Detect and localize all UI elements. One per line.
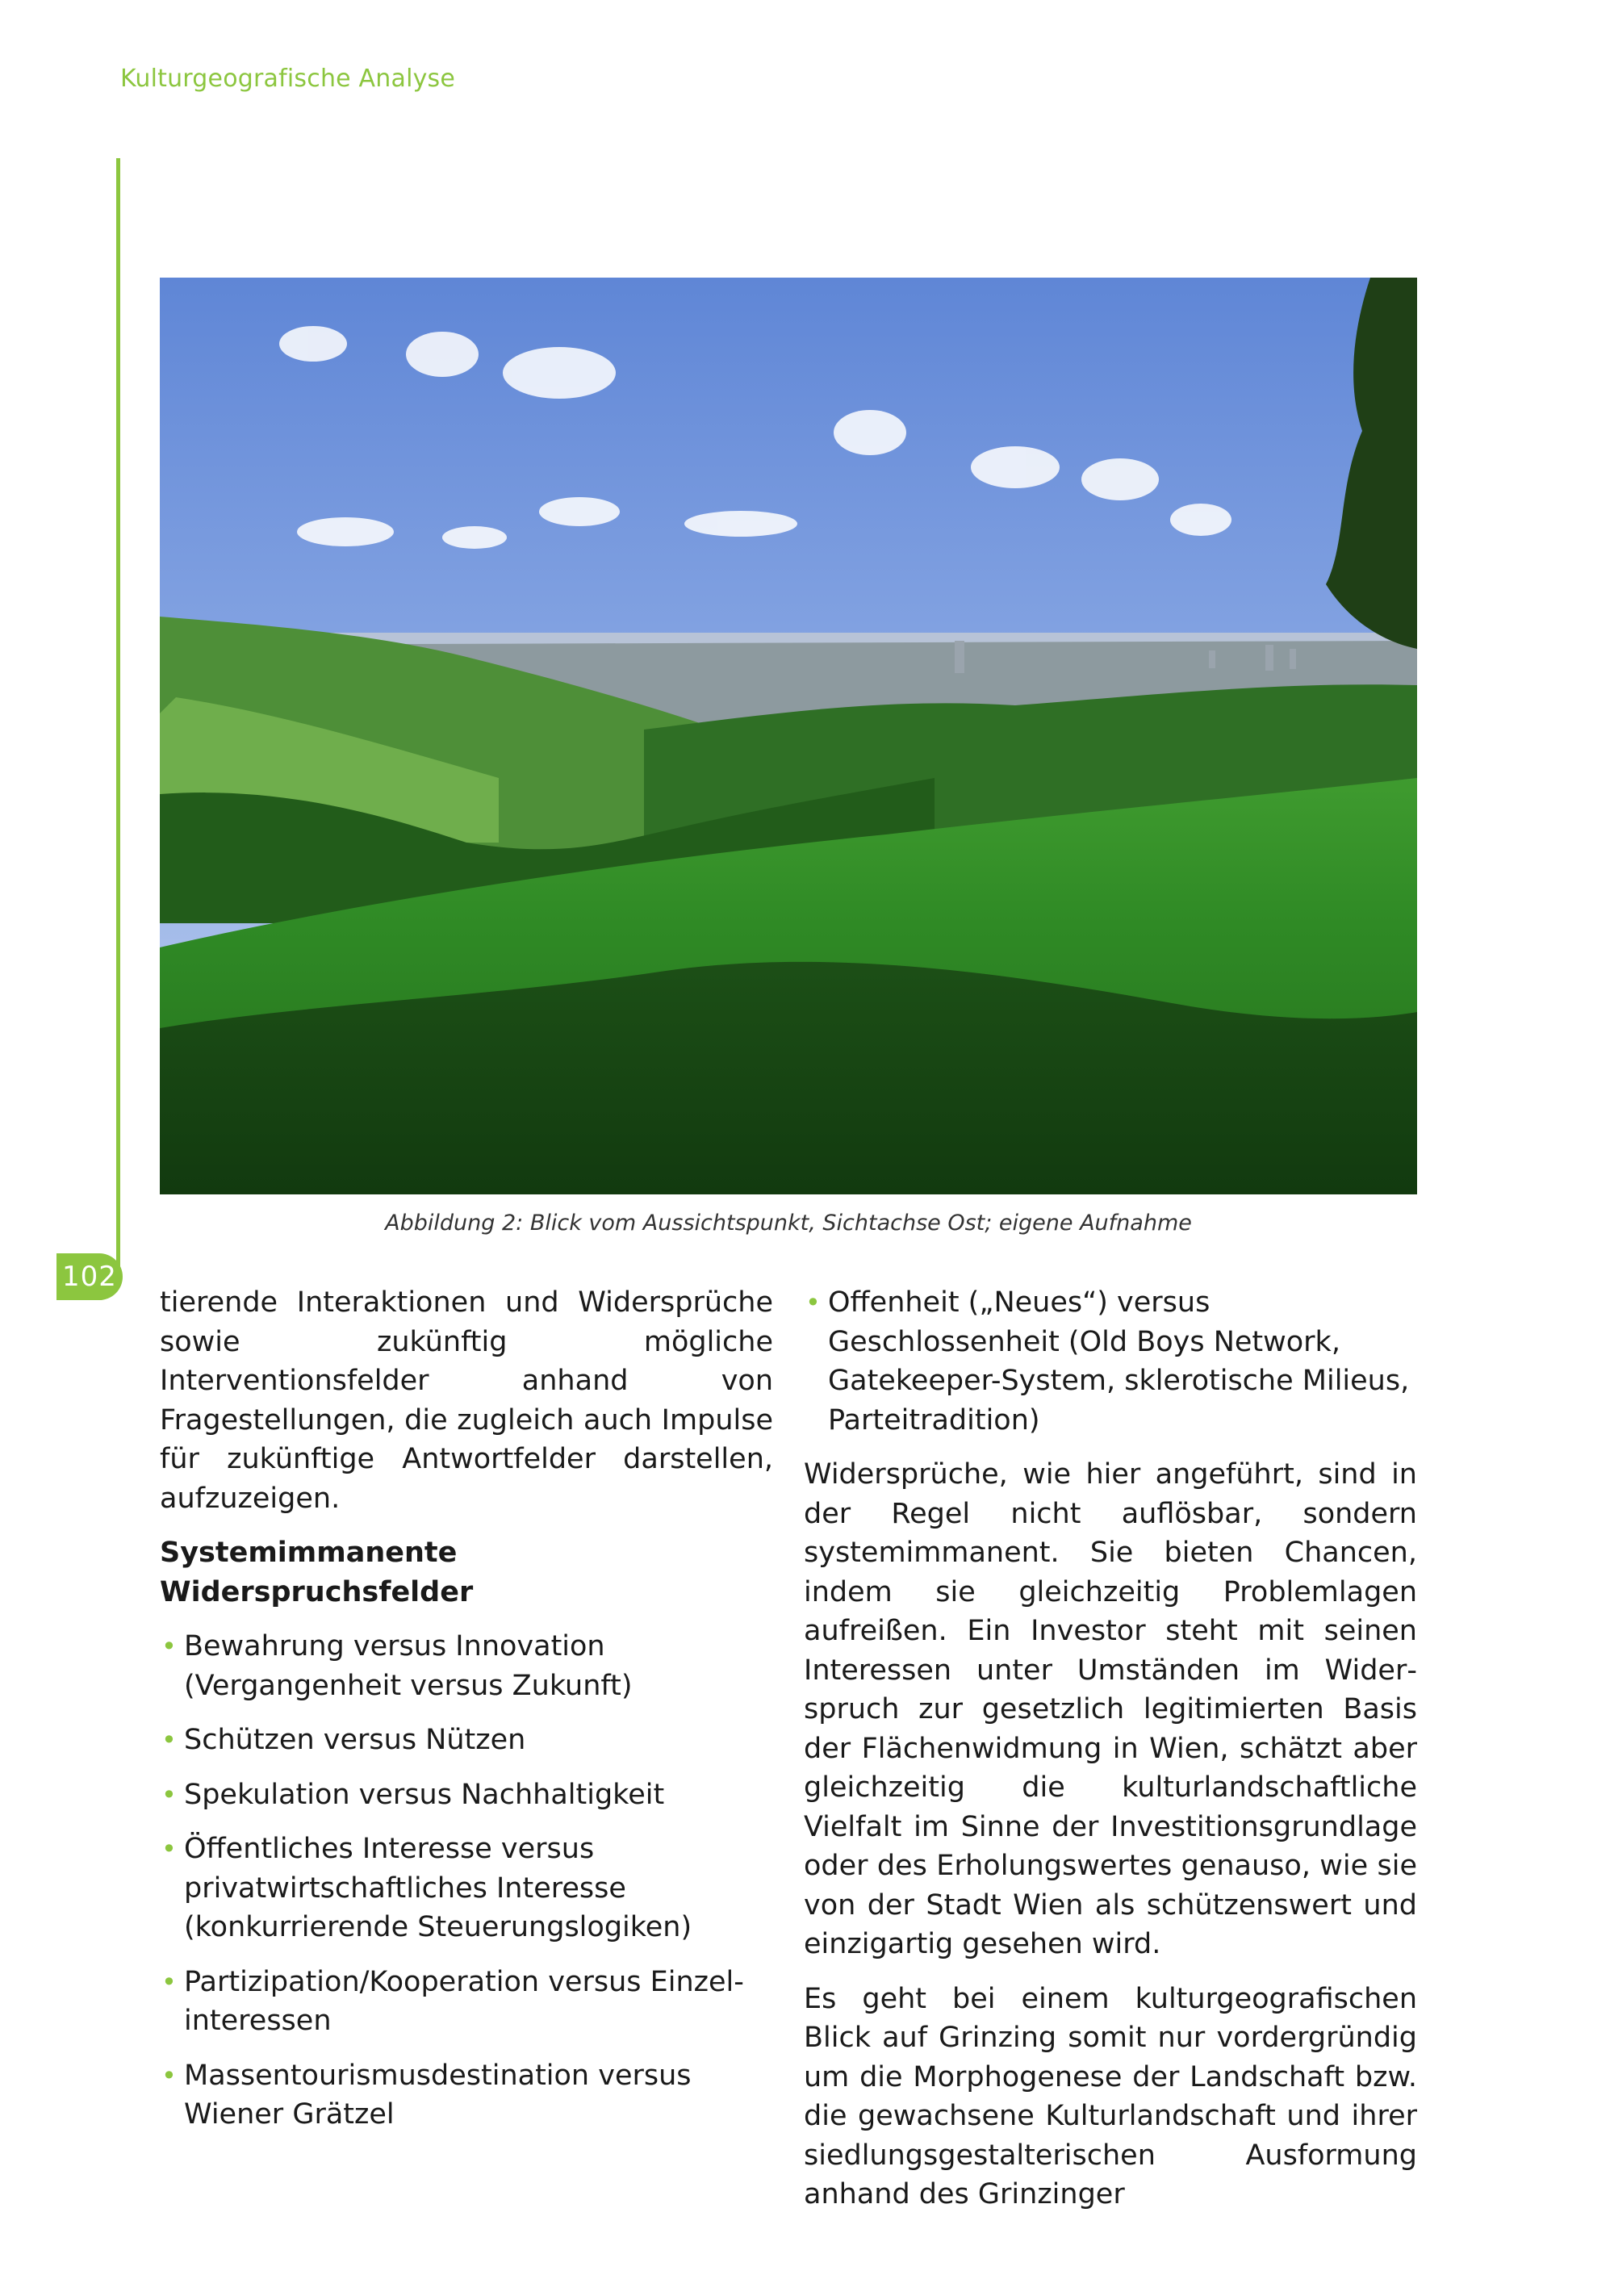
list-item: • Offenheit („Neues“) versus Geschlossenheit (Old Boys Network, Gatekeeper-System, sklerotische Milieus, Parteitradition) [804, 1283, 1417, 1440]
list-item: • Massentourismusdestination versus Wiener Grätzel [160, 2056, 773, 2135]
list-item: • Spekulation versus Nachhaltigkeit [160, 1775, 773, 1815]
bullet-icon: • [161, 2060, 177, 2091]
list-item: • Bewahrung versus Innovation (Vergangenheit versus Zukunft) [160, 1627, 773, 1705]
bullet-icon: • [161, 1966, 177, 1997]
right-column [804, 1283, 1417, 2214]
bullet-icon: • [805, 1287, 821, 1318]
margin-rule [116, 158, 120, 1272]
list-item: • Schützen versus Nützen [160, 1721, 773, 1760]
intro-paragraph: tierende Interaktionen und Widersprüche sowie zukünftig mögliche Interventionsfelder anhand von Fragestellungen, die zugleich auch Impulse für zukünftige Antwortfelder darstellen, aufzuzeigen. [160, 1286, 773, 1515]
left-column [160, 1283, 773, 2150]
bullet-icon: • [161, 1834, 177, 1864]
section-heading: Systemimmanente Widerspruchsfelder [160, 1537, 474, 1608]
bullet-icon: • [161, 1779, 177, 1810]
bullet-icon: • [161, 1725, 177, 1755]
figure-caption: Abbildung 2: Blick vom Aussichtspunkt, Sichtachse Ost; eigene Aufnahme [385, 1211, 1192, 1236]
bullet-icon: • [161, 1631, 177, 1662]
page-number: 102 [56, 1253, 123, 1300]
list-item: • Partizipation/Kooperation versus Einzelinteressen [160, 1963, 773, 2041]
running-title: Kulturgeografische Analyse [120, 65, 456, 93]
contradiction-list-continued [804, 1283, 1417, 1440]
body-paragraph: Es geht bei einem kulturgeografischen Blick auf Grinzing somit nur vordergründig um die Morphogenese der Landschaft bzw. die gewachsene Kulturlandschaft und ihrer siedlungsgestalterischen Ausformung anhand des Grinzinger [804, 1982, 1417, 2210]
list-item: • Öffentliches Interesse versus privatwirtschaftliches Interesse (konkurrierende Steuerungslogiken) [160, 1830, 773, 1947]
contradiction-list [160, 1627, 773, 2135]
landscape-photo [160, 278, 1417, 1194]
body-paragraph: Widersprüche, wie hier angeführt, sind in der Regel nicht auflösbar, sondern systemimmanent. Sie bieten Chancen, indem sie gleichzeitig Problemlagen aufreißen. Ein Investor steht mit seinen Interessen unter Umständen im Widerspruch zur gesetzlich legitimierten Basis der Flächenwidmung in Wien, schätzt aber gleichzeitig die kulturlandschaftliche Vielfalt im Sinne der Investitionsgrundlage oder des Erholungswertes genauso, wie sie von der Stadt Wien als schützenswert und einzigartig gesehen wird. [804, 1458, 1417, 1960]
